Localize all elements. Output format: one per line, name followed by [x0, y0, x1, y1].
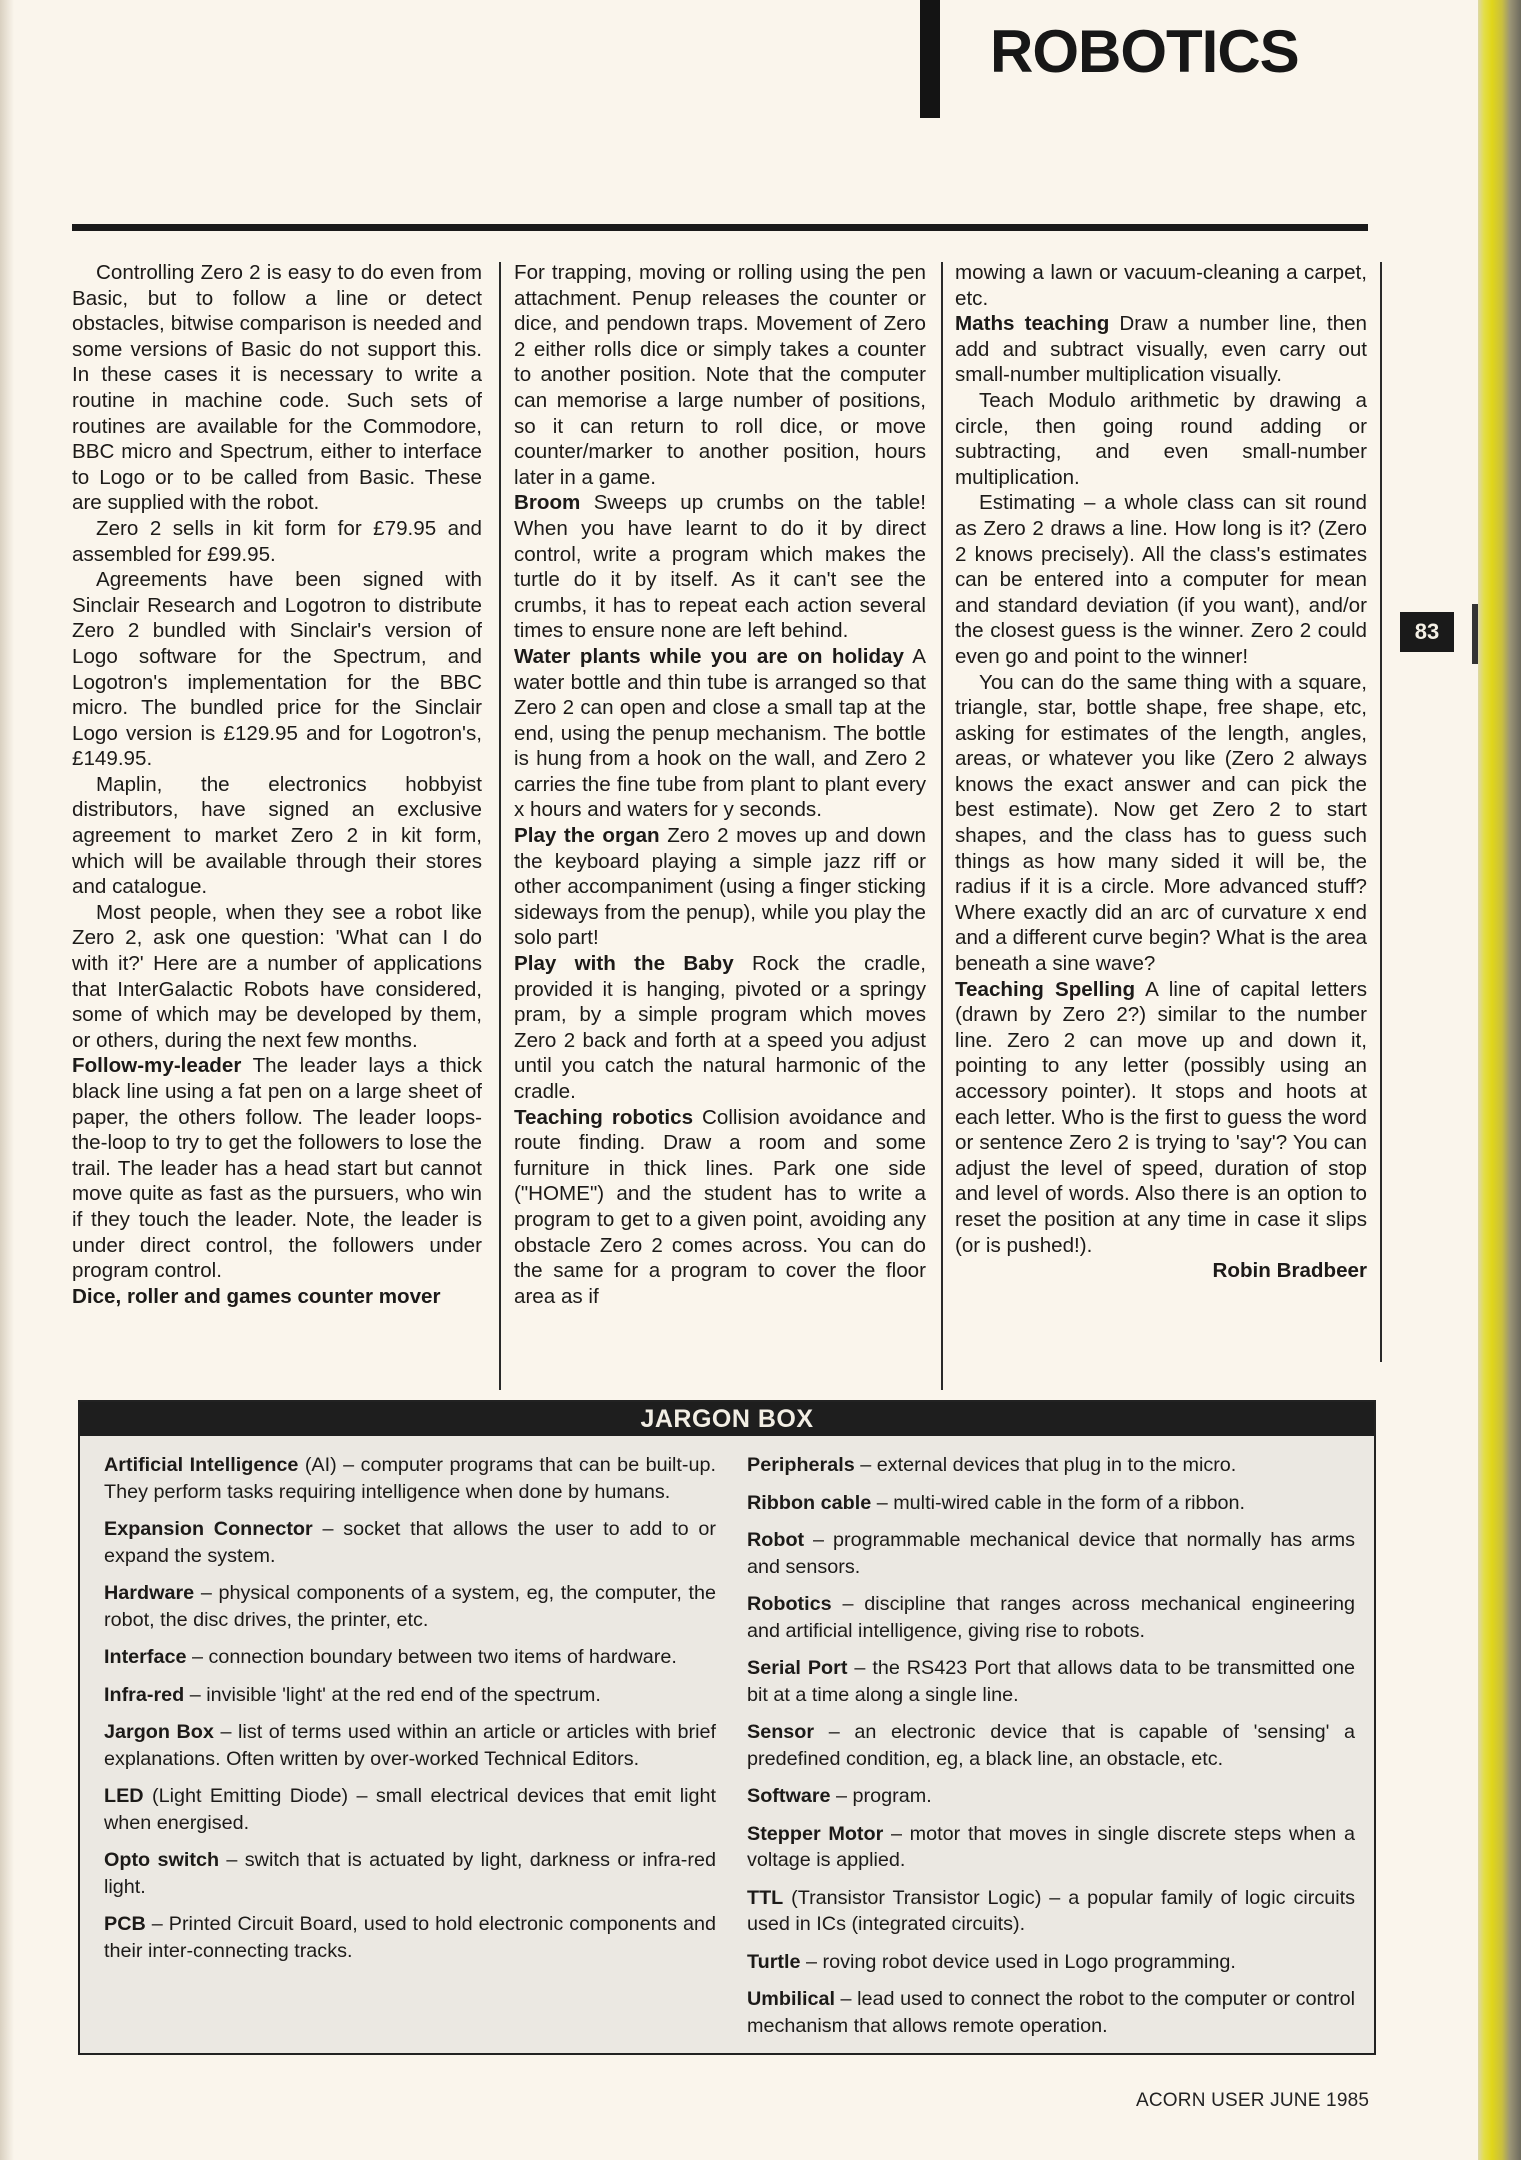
paragraph-text: Zero 2 moves up and down the keyboard playing a simple jazz riff or other accompaniment (using a finger sticking sideways from the penup), while you play the solo part! — [514, 824, 926, 950]
article-column-3 — [955, 260, 1367, 1284]
jargon-term: Robotics — [747, 1593, 832, 1615]
article-paragraph — [72, 1053, 482, 1283]
paragraph-text: The leader lays a thick black line using a fat pen on a large sheet of paper, the others follow. The leader loops-the-loop to try to get the followers to lose the trail. The leader has a head start but cannot move quite as fast as the pursuers, who win if they touch the leader. Note, the leader is under direct control, the followers under program control. — [72, 1054, 482, 1283]
jargon-entry — [747, 1452, 1355, 1479]
jargon-definition: – socket that allows the user to add to or expand the system. — [104, 1518, 716, 1567]
jargon-term: Infra-red — [104, 1683, 185, 1706]
jargon-term: Peripherals — [747, 1454, 855, 1476]
jargon-entry — [104, 1783, 716, 1836]
jargon-definition: (Light Emitting Diode) – small electrical devices that emit light when energised. — [104, 1785, 716, 1834]
paragraph-text: Rock the cradle, provided it is hanging, pivoted or a springy pram, by a simple program which moves Zero 2 back and forth at a speed you adjust until you catch the natural harmonic of the cradle. — [514, 952, 926, 1103]
article-column-2 — [514, 260, 926, 1309]
jargon-term: LED — [104, 1785, 144, 1807]
article-paragraph — [72, 567, 482, 772]
article-paragraph — [514, 1105, 926, 1310]
paragraph-text: Teach Modulo arithmetic by drawing a circle, then going round adding or subtracting, and even small-number multiplication. — [955, 388, 1367, 489]
paragraph-heading: Play the organ — [514, 824, 660, 848]
paragraph-text: Collision avoidance and route finding. Draw a room and some furniture in thick lines. Park one side ("HOME") and the student has to write a program to get to a given point, avoiding any obstacle Zero 2 comes across. You can do the same for a program to cover the floor area as if — [514, 1105, 926, 1308]
paragraph-text: Draw a number line, then add and subtract visually, even carry out small-number multiplication visually. — [955, 312, 1367, 387]
paragraph-heading: Water plants while you are on holiday — [514, 644, 904, 668]
jargon-term: Artificial Intelligence — [104, 1454, 299, 1476]
jargon-definition: – programmable mechanical device that normally has arms and sensors. — [747, 1529, 1355, 1578]
paragraph-heading: Follow-my-leader — [72, 1054, 242, 1078]
jargon-definition: – the RS423 Port that allows data to be transmitted one bit at a time along a single line. — [747, 1657, 1355, 1706]
header-black-bar — [920, 0, 940, 118]
author-byline: Robin Bradbeer — [1212, 1259, 1367, 1283]
paragraph-text: Zero 2 sells in kit form for £79.95 and assembled for £99.95. — [72, 516, 482, 566]
jargon-term: Jargon Box — [104, 1721, 214, 1743]
article-paragraph — [514, 951, 926, 1105]
paragraph-text: A water bottle and thin tube is arranged so that Zero 2 can open and close a small tap at the end, using the penup mechanism. The bottle is hung from a hook on the wall, and Zero 2 carries the fine tube from plant to plant every x hours and waters for y seconds. — [514, 644, 926, 822]
paragraph-text: mowing a lawn or vacuum-cleaning a carpet, etc. — [955, 261, 1367, 310]
jargon-entry — [747, 1490, 1355, 1517]
article-paragraph — [955, 670, 1367, 977]
jargon-column-right — [747, 1452, 1355, 2050]
jargon-entry — [104, 1580, 716, 1633]
jargon-term: Opto switch — [104, 1849, 220, 1871]
header-rule — [72, 224, 1368, 231]
article-paragraph — [955, 977, 1367, 1259]
jargon-term: Stepper Motor — [747, 1822, 884, 1845]
jargon-definition: – switch that is actuated by light, darkness or infra-red light. — [104, 1849, 716, 1898]
page-number-tab: 83 — [1400, 612, 1454, 652]
jargon-definition: – physical components of a system, eg, the computer, the robot, the disc drives, the printer, etc. — [104, 1582, 716, 1631]
jargon-entry — [747, 1885, 1355, 1938]
article-paragraph — [514, 644, 926, 823]
jargon-box-title: JARGON BOX — [80, 1402, 1374, 1436]
page-edge-left — [0, 0, 14, 2160]
article-paragraph — [955, 260, 1367, 311]
jargon-term: Expansion Connector — [104, 1518, 313, 1540]
jargon-definition: – list of terms used within an article or articles with brief explanations. Often written by over-worked Technical Editors. — [104, 1721, 716, 1770]
page-tab-marker — [1472, 604, 1478, 664]
jargon-term: Interface — [104, 1646, 187, 1668]
jargon-definition: – motor that moves in single discrete steps when a voltage is applied. — [747, 1822, 1355, 1871]
jargon-term: Sensor — [747, 1721, 815, 1743]
jargon-term: Hardware — [104, 1582, 195, 1604]
paragraph-heading: Play with the Baby — [514, 952, 734, 976]
jargon-term: Robot — [747, 1529, 805, 1551]
paragraph-text: Estimating – a whole class can sit round as Zero 2 draws a line. How long is it? (Zero 2 knows precisely). All the class's estimates can be entered into a computer for mean and standard deviation (if you want), and/or the closest guess is the winner. Zero 2 could even go and point to the winner! — [955, 491, 1367, 668]
paragraph-text: Controlling Zero 2 is easy to do even from Basic, but to follow a line or detect obstacles, bitwise comparison is needed and some versions of Basic do not support this. In these cases it is necessary to write a routine in machine code. Such sets of routines are available for the Commodore, BBC micro and Spectrum, either to interface to Logo or to be called from Basic. These are supplied with the robot. — [72, 261, 482, 515]
jargon-definition: – program. — [830, 1785, 932, 1807]
jargon-definition: (Transistor Transistor Logic) – a popular family of logic circuits used in ICs (integrated circuits). — [747, 1886, 1355, 1935]
jargon-term: Turtle — [747, 1950, 801, 1973]
paragraph-heading: Teaching Spelling — [955, 977, 1136, 1001]
jargon-term: Software — [747, 1785, 831, 1807]
page-edge-right — [1478, 0, 1521, 2160]
column-divider — [941, 262, 943, 1390]
jargon-entry — [104, 1682, 716, 1709]
footer-issue: ACORN USER JUNE 1985 — [1136, 2090, 1370, 2111]
jargon-entry — [104, 1644, 716, 1671]
column-divider — [1380, 262, 1382, 1362]
jargon-entry — [747, 1821, 1355, 1874]
paragraph-heading: Broom — [514, 491, 581, 515]
column-divider — [499, 262, 501, 1390]
paragraph-text: Maplin, the electronics hobbyist distributors, have signed an exclusive agreement to market Zero 2 in kit form, which will be available through their stores and catalogue. — [72, 772, 482, 899]
jargon-entry — [104, 1516, 716, 1569]
jargon-definition: – multi-wired cable in the form of a ribbon. — [871, 1491, 1246, 1514]
paragraph-text: Agreements have been signed with Sinclair Research and Logotron to distribute Zero 2 bundled with Sinclair's version of Logo software for the Spectrum, and Logotron's implementation for the BBC micro. The bundled price for the Sinclair Logo version is £129.95 and for Logotron's, £149.95. — [72, 568, 482, 771]
jargon-column-left — [104, 1452, 716, 1975]
paragraph-heading: Maths teaching — [955, 312, 1110, 336]
article-paragraph — [72, 772, 482, 900]
jargon-entry — [747, 1783, 1355, 1810]
jargon-definition: – connection boundary between two items of hardware. — [186, 1646, 677, 1668]
jargon-definition: – lead used to connect the robot to the computer or control mechanism that allows remote operation. — [747, 1988, 1355, 2037]
jargon-entry — [747, 1719, 1355, 1772]
jargon-term: PCB — [104, 1913, 146, 1935]
jargon-term: Serial Port — [747, 1657, 848, 1679]
article-paragraph — [955, 388, 1367, 490]
jargon-box — [78, 1400, 1376, 2055]
article-column-1 — [72, 260, 482, 1309]
jargon-definition: – discipline that ranges across mechanical engineering and artificial intelligence, giving rise to robots. — [747, 1593, 1355, 1642]
paragraph-text: For trapping, moving or rolling using the pen attachment. Penup releases the counter or dice, and pendown traps. Movement of Zero 2 either rolls dice or simply takes a counter to another position. Note that the computer can memorise a large number of positions, so it can return to roll dice, or move counter/marker to another position, hours later in a game. — [514, 261, 926, 489]
jargon-definition: – an electronic device that is capable of 'sensing' a predefined condition, eg, a black line, an obstacle, etc. — [747, 1721, 1355, 1770]
paragraph-text: You can do the same thing with a square, triangle, star, bottle shape, free shape, etc, asking for estimates of the length, angles, areas, or whatever you like (Zero 2 always knows the exact answer and can pick the best estimate). Now get Zero 2 to start shapes, and the class has to guess such things as how many sided it will be, the radius if it is a circle. More advanced stuff? Where exactly did an arc of curvature x end and a different curve begin? What is the area beneath a sine wave? — [955, 670, 1367, 976]
article-paragraph — [514, 490, 926, 644]
article-paragraph — [514, 823, 926, 951]
jargon-entry — [747, 1527, 1355, 1580]
article-paragraph — [72, 516, 482, 567]
article-paragraph — [955, 490, 1367, 669]
jargon-entry — [747, 1949, 1355, 1976]
jargon-entry — [747, 1986, 1355, 2039]
article-paragraph — [72, 260, 482, 516]
jargon-definition: – external devices that plug in to the micro. — [854, 1454, 1237, 1476]
article-paragraph — [955, 311, 1367, 388]
jargon-entry — [104, 1452, 716, 1505]
jargon-definition: – Printed Circuit Board, used to hold electronic components and their inter-connecting tracks. — [104, 1913, 716, 1962]
jargon-term: TTL — [747, 1886, 784, 1909]
jargon-definition: (AI) – computer programs that can be built-up. They perform tasks requiring intelligence when done by humans. — [104, 1454, 716, 1503]
paragraph-text: Most people, when they see a robot like Zero 2, ask one question: 'What can I do with it?' Here are a number of applications that InterGalactic Robots have considered, some of which may be developed by them, or others, during the next few months. — [72, 900, 482, 1052]
section-title: ROBOTICS — [990, 18, 1299, 85]
jargon-definition: – roving robot device used in Logo programming. — [800, 1950, 1236, 1973]
article-paragraph — [72, 1284, 482, 1310]
jargon-entry — [104, 1911, 716, 1964]
paragraph-text: A line of capital letters (drawn by Zero 2?) similar to the number line. Zero 2 can move up and down it, pointing to any letter (possibly using an accessory pointer). It stops and hoots at each letter. Who is the first to guess the word or sentence Zero 2 is trying to 'say'? You can adjust the level of speed, duration of stop and level of words. Also there is an option to reset the position at any time in case it slips (or is pushed!). — [955, 977, 1367, 1257]
jargon-entry — [104, 1719, 716, 1772]
jargon-term: Umbilical — [747, 1988, 835, 2010]
jargon-entry — [747, 1655, 1355, 1708]
article-paragraph — [514, 260, 926, 490]
jargon-term: Ribbon cable — [747, 1491, 872, 1514]
jargon-definition: – invisible 'light' at the red end of the spectrum. — [184, 1683, 601, 1706]
article-paragraph — [72, 900, 482, 1054]
paragraph-heading: Dice, roller and games counter mover — [72, 1284, 441, 1308]
paragraph-text: Sweeps up crumbs on the table! When you have learnt to do it by direct control, write a program which makes the turtle do it by itself. As it can't see the crumbs, it has to repeat each action several times to ensure none are left behind. — [514, 491, 926, 643]
jargon-entry — [747, 1591, 1355, 1644]
paragraph-heading: Teaching robotics — [514, 1105, 694, 1129]
jargon-entry — [104, 1847, 716, 1900]
